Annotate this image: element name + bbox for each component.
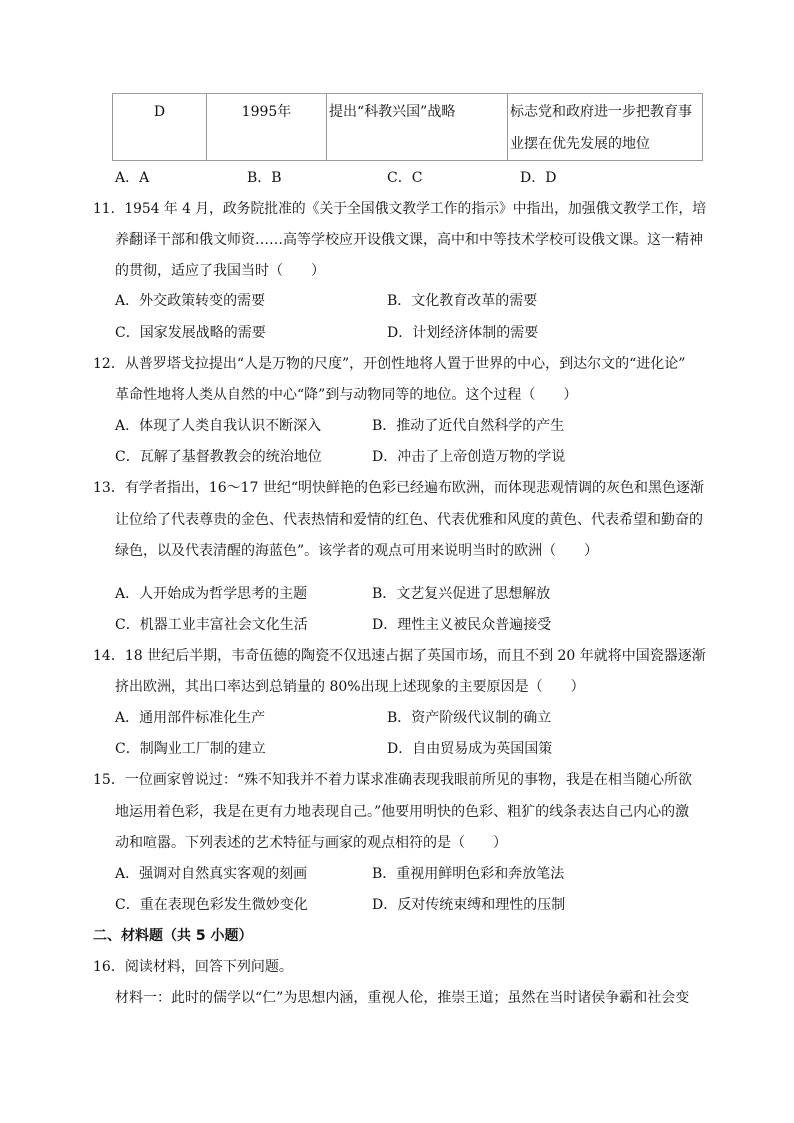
q10-option-d[interactable]: D．D — [520, 170, 557, 186]
q14-option-a[interactable]: A．通用部件标准化生产 — [115, 710, 266, 726]
q13-option-d[interactable]: D．理性主义被民众普遍接受 — [372, 617, 552, 633]
q11-stem-line-1: 11．1954 年 4 月，政务院批准的《关于全国俄文教学工作的指示》中指出，加强俄文教学工作，培 — [93, 201, 706, 217]
q13-option-a[interactable]: A．人开始成为哲学思考的主题 — [115, 586, 308, 602]
q12-option-c[interactable]: C．瓦解了基督教教会的统治地位 — [115, 449, 322, 465]
q12-option-b[interactable]: B．推动了近代自然科学的产生 — [372, 418, 565, 434]
q11-option-b[interactable]: B．文化教育改革的需要 — [387, 293, 538, 309]
q15-stem-line-2: 地运用着色彩，我是在更有力地表现自己。”他要用明快的色彩、粗犷的线条表达自己内心的激 — [115, 804, 690, 820]
q13-stem-line-2: 让位给了代表尊贵的金色、代表热情和爱情的红色、代表优雅和风度的黄色、代表希望和勤奋的 — [115, 512, 703, 528]
q14-stem-line-1: 14．18 世纪后半期，韦奇伍德的陶瓷不仅迅速占据了英国市场，而且不到 20 年就将中国瓷器逐渐 — [93, 648, 706, 664]
q13-stem-line-3: 绿色，以及代表清醒的海蓝色”。该学者的观点可用来说明当时的欧洲（ ） — [115, 543, 599, 559]
q11-stem-line-2: 养翻译干部和俄文师资……高等学校应开设俄文课，高中和中等技术学校可设俄文课。这一精神 — [115, 232, 703, 248]
table-cell-year: 1995年 — [207, 94, 327, 161]
table-cell-option: D — [113, 94, 207, 161]
table-cell-meaning: 标志党和政府进一步把教育事业摆在优先发展的地位 — [508, 94, 703, 161]
q10-option-b[interactable]: B．B — [247, 170, 282, 186]
q13-option-c[interactable]: C．机器工业丰富社会文化生活 — [115, 617, 308, 633]
q13-stem-line-1: 13．有学者指出，16～17 世纪“明快鲜艳的色彩已经遍布欧洲，而体现悲观情调的灰色和黑色逐渐 — [93, 480, 705, 496]
q12-option-a[interactable]: A．体现了人类自我认识不断深入 — [115, 418, 322, 434]
q15-option-b[interactable]: B．重视用鲜明色彩和奔放笔法 — [372, 866, 565, 882]
q10-option-c[interactable]: C．C — [387, 170, 423, 186]
question-10-table — [112, 93, 703, 161]
q15-stem-line-1: 15．一位画家曾说过：“殊不知我并不着力谋求准确表现我眼前所见的事物，我是在相当随心所欲 — [93, 772, 692, 788]
q11-option-c[interactable]: C．国家发展战略的需要 — [115, 325, 266, 341]
q15-option-a[interactable]: A．强调对自然真实客观的刻画 — [115, 866, 308, 882]
section-title-materials: 二、材料题（共 5 小题） — [93, 928, 253, 944]
q13-option-b[interactable]: B．文艺复兴促进了思想解放 — [372, 586, 551, 602]
q11-stem-line-3: 的贯彻，适应了我国当时（ ） — [115, 263, 325, 279]
q16-stem-line-1: 16．阅读材料，回答下列问题。 — [93, 959, 293, 975]
q12-option-d[interactable]: D．冲击了上帝创造万物的学说 — [372, 449, 566, 465]
table-cell-event: 提出“科教兴国”战略 — [327, 94, 508, 161]
q10-option-a[interactable]: A．A — [115, 170, 150, 186]
q15-stem-line-3: 动和喧嚣。下列表述的艺术特征与画家的观点相符的是（ ） — [115, 835, 507, 851]
q14-stem-line-2: 挤出欧洲，其出口率达到总销量的 80%出现上述现象的主要原因是（ ） — [115, 679, 585, 695]
q11-option-d[interactable]: D．计划经济体制的需要 — [387, 325, 539, 341]
q15-option-d[interactable]: D．反对传统束缚和理性的压制 — [372, 897, 566, 913]
q16-material-line-1: 材料一：此时的儒学以“仁”为思想内涵，重视人伦，推崇王道；虽然在当时诸侯争霸和社会变 — [115, 990, 690, 1006]
q14-option-d[interactable]: D．自由贸易成为英国国策 — [387, 741, 553, 757]
q14-option-c[interactable]: C．制陶业工厂制的建立 — [115, 741, 266, 757]
table-row — [113, 94, 703, 161]
q15-option-c[interactable]: C．重在表现色彩发生微妙变化 — [115, 897, 308, 913]
q11-option-a[interactable]: A．外交政策转变的需要 — [115, 293, 266, 309]
q12-stem-line-1: 12．从普罗塔戈拉提出“人是万物的尺度”，开创性地将人置于世界的中心，到达尔文的“进化论” — [93, 356, 686, 372]
q14-option-b[interactable]: B．资产阶级代议制的确立 — [387, 710, 552, 726]
q12-stem-line-2: 革命性地将人类从自然的中心“降”到与动物同等的地位。这个过程（ ） — [115, 387, 578, 403]
